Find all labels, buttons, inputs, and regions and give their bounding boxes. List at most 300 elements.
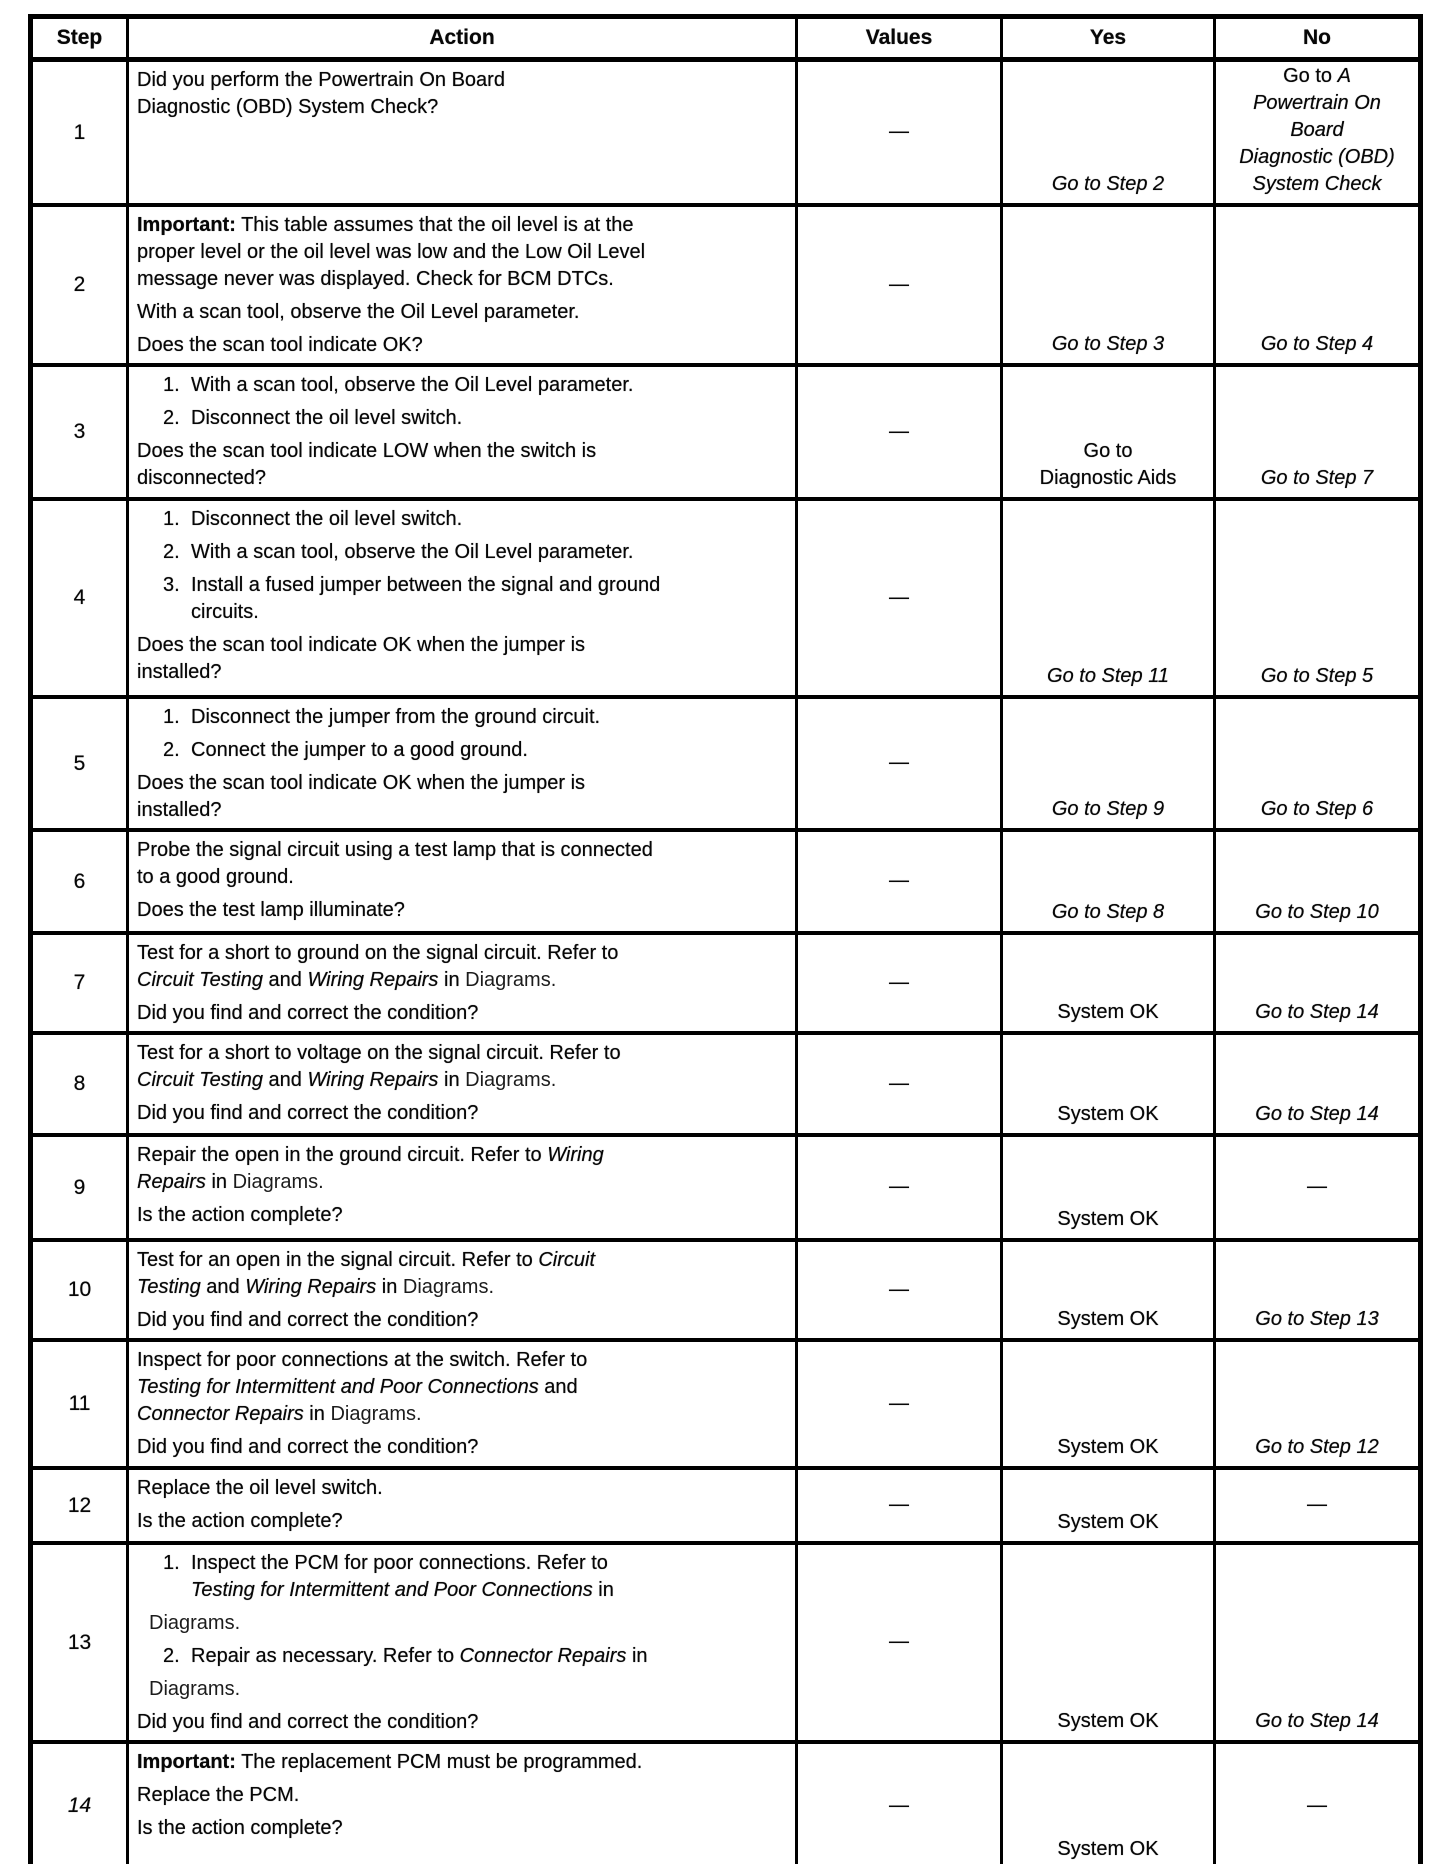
no-cell-text (1219, 663, 1415, 690)
text-segment: This table assumes that the oil level is at the (235, 213, 634, 236)
text-segment: Diagrams. (232, 1170, 324, 1193)
action-list-item (137, 506, 785, 533)
action-paragraph (137, 1247, 785, 1301)
step-cell: 13 (31, 1543, 128, 1742)
text-segment: Diagrams. (149, 1611, 241, 1634)
action-paragraph (137, 940, 785, 994)
text-segment: Does the scan tool indicate LOW when the switch is (137, 439, 597, 462)
values-cell (797, 1033, 1002, 1135)
no-cell (1215, 1543, 1421, 1742)
text-segment: — (889, 751, 909, 774)
no-cell (1215, 830, 1421, 933)
text-segment: Go to Step 13 (1255, 1307, 1379, 1330)
text-segment: System OK (1057, 1709, 1159, 1732)
table-row (31, 933, 1421, 1033)
list-number: 2. (163, 540, 180, 563)
yes-cell-text (1006, 1708, 1210, 1735)
step-cell: 2 (31, 205, 128, 365)
text-segment: Diagrams. (330, 1402, 422, 1425)
no-cell (1215, 205, 1421, 365)
values-cell-text (801, 1390, 997, 1417)
text-segment: Wiring Repairs (307, 968, 439, 991)
yes-cell-text (1006, 663, 1210, 690)
text-segment: Go to Step 8 (1051, 900, 1165, 923)
text-segment: in (438, 1068, 466, 1091)
action-cell (128, 365, 797, 499)
action-paragraph (137, 1202, 785, 1229)
action-paragraph (137, 1709, 785, 1736)
text-segment: and (262, 968, 308, 991)
table-header-row (31, 17, 1421, 60)
no-cell (1215, 365, 1421, 499)
action-paragraph (137, 1676, 785, 1703)
text-segment: System Check (1252, 172, 1382, 195)
text-segment: Testing for Intermittent and Poor Connections (137, 1375, 539, 1398)
text-segment: Does the scan tool indicate OK when the jumper is (137, 771, 586, 794)
no-cell-text (1219, 1101, 1415, 1128)
action-cell (128, 1240, 797, 1340)
text-segment: System OK (1057, 1102, 1159, 1125)
text-segment: Diagrams. (149, 1677, 241, 1700)
action-paragraph (137, 1749, 785, 1776)
action-cell (128, 1340, 797, 1468)
text-segment: Repairs (137, 1170, 206, 1193)
list-number: 1. (163, 373, 180, 396)
yes-cell (1002, 830, 1215, 933)
no-cell (1215, 1340, 1421, 1468)
action-paragraph (137, 1815, 785, 1842)
yes-cell-text (1006, 999, 1210, 1026)
no-cell-text (1219, 796, 1415, 823)
list-number: 1. (163, 705, 180, 728)
yes-cell-text (1006, 1101, 1210, 1128)
text-segment: Test for a short to voltage on the signal circuit. Refer to (137, 1041, 621, 1064)
text-segment: The replacement PCM must be programmed. (235, 1750, 643, 1773)
column-header-yes: Yes (1002, 17, 1215, 60)
no-cell-text (1219, 331, 1415, 358)
table-row (31, 1543, 1421, 1742)
text-segment: in (205, 1170, 233, 1193)
text-segment: Diagrams. (465, 968, 557, 991)
text-segment: Did you find and correct the condition? (137, 1435, 479, 1458)
text-segment: Inspect the PCM for poor connections. Refer to (191, 1551, 608, 1574)
column-header-no: No (1215, 17, 1421, 60)
action-cell (128, 933, 797, 1033)
text-segment: System OK (1057, 1510, 1159, 1533)
action-paragraph (137, 1610, 785, 1637)
text-segment: Install a fused jumper between the signal and ground (191, 573, 661, 596)
text-segment: System OK (1057, 1000, 1159, 1023)
text-segment: Replace the oil level switch. (137, 1476, 383, 1499)
yes-cell (1002, 697, 1215, 830)
text-segment: Inspect for poor connections at the switch. Refer to (137, 1348, 588, 1371)
values-cell-text (801, 750, 997, 777)
yes-cell (1002, 499, 1215, 697)
step-cell: 10 (31, 1240, 128, 1340)
values-cell (797, 1468, 1002, 1543)
text-segment: — (889, 1072, 909, 1094)
yes-cell (1002, 205, 1215, 365)
step-cell: 12 (31, 1468, 128, 1543)
text-segment: Go to Step 14 (1255, 1000, 1379, 1023)
values-cell (797, 1135, 1002, 1240)
list-number: 2. (163, 1644, 180, 1667)
values-cell-text (801, 969, 997, 996)
text-segment: Connect the jumper to a good ground. (191, 738, 528, 761)
text-segment: Wiring Repairs (307, 1068, 439, 1091)
no-cell-text (1219, 1492, 1415, 1519)
text-segment: — (889, 1630, 909, 1653)
text-segment: Is the action complete? (137, 1816, 343, 1839)
action-paragraph (137, 1142, 785, 1196)
values-cell (797, 1742, 1002, 1864)
table-row (31, 1033, 1421, 1135)
text-segment: circuits. (191, 600, 259, 623)
text-segment: — (889, 586, 909, 608)
values-cell-text (801, 868, 997, 895)
text-segment: in (626, 1644, 648, 1667)
text-segment: Circuit Testing (137, 1068, 263, 1091)
table-row (31, 830, 1421, 933)
action-list-item (137, 704, 785, 731)
list-number: 1. (163, 507, 180, 530)
text-segment: Diagnostic Aids (1039, 466, 1177, 489)
action-paragraph (137, 1434, 785, 1461)
action-paragraph (137, 1347, 785, 1428)
table-row (31, 1340, 1421, 1468)
values-cell-text (801, 119, 997, 146)
text-segment: Testing for Intermittent and Poor Connections (191, 1578, 593, 1601)
text-segment: Disconnect the oil level switch. (191, 507, 463, 530)
text-segment: Replace the PCM. (137, 1783, 300, 1806)
text-segment: Diagnostic (OBD) System Check? (137, 96, 439, 118)
text-segment: Connector Repairs (459, 1644, 627, 1667)
text-segment: Circuit Testing (137, 968, 263, 991)
action-paragraph (137, 897, 785, 924)
text-segment: — (889, 1392, 909, 1414)
text-segment: — (1307, 1175, 1327, 1198)
values-cell (797, 365, 1002, 499)
text-segment: Diagrams. (402, 1275, 495, 1298)
yes-cell-text (1006, 438, 1210, 492)
text-segment: With a scan tool, observe the Oil Level parameter. (137, 300, 580, 323)
text-segment: Go to Step 10 (1255, 900, 1379, 923)
yes-cell-text (1006, 331, 1210, 358)
text-segment: — (1307, 1794, 1327, 1817)
text-segment: — (889, 1794, 909, 1817)
action-list-item (137, 405, 785, 432)
text-segment: System OK (1057, 1307, 1159, 1330)
text-segment: Test for an open in the signal circuit. Refer to (137, 1248, 539, 1271)
text-segment: Important: (137, 1750, 236, 1773)
text-segment: Testing (137, 1275, 201, 1298)
action-cell (128, 1543, 797, 1742)
action-list-item (137, 372, 785, 399)
step-cell: 4 (31, 499, 128, 697)
step-cell: 14 (31, 1742, 128, 1864)
yes-cell-text (1006, 1206, 1210, 1233)
yes-cell-text (1006, 899, 1210, 926)
text-segment: Disconnect the oil level switch. (191, 406, 463, 429)
action-paragraph (137, 438, 785, 492)
action-cell (128, 697, 797, 830)
text-segment: Go to Step 14 (1255, 1102, 1379, 1125)
text-segment: and (262, 1068, 308, 1091)
text-segment: — (1307, 1493, 1327, 1516)
action-paragraph (137, 212, 785, 293)
text-segment: Test for a short to ground on the signal circuit. Refer to (137, 941, 619, 964)
values-cell (797, 60, 1002, 205)
step-cell: 1 (31, 60, 128, 205)
values-cell-text (801, 271, 997, 298)
yes-cell (1002, 1543, 1215, 1742)
table-row (31, 697, 1421, 830)
yes-cell (1002, 1468, 1215, 1543)
text-segment: Did you find and correct the condition? (137, 1001, 479, 1024)
action-cell (128, 205, 797, 365)
action-paragraph (137, 1040, 785, 1094)
text-segment: Did you find and correct the condition? (137, 1101, 479, 1124)
values-cell-text (801, 1629, 997, 1656)
table-row (31, 1240, 1421, 1340)
text-segment: Go to (1283, 64, 1338, 87)
list-number: 2. (163, 406, 180, 429)
action-cell (128, 1468, 797, 1543)
text-segment: Did you perform the Powertrain On Board (137, 69, 505, 91)
text-segment: Powertrain On (1253, 91, 1381, 114)
text-segment: Disconnect the jumper from the ground circuit. (191, 705, 601, 728)
yes-cell (1002, 365, 1215, 499)
action-paragraph (137, 1000, 785, 1027)
column-header-step: Step (31, 17, 128, 60)
text-segment: Did you find and correct the condition? (137, 1710, 479, 1733)
values-cell (797, 697, 1002, 830)
values-cell-text (801, 584, 997, 611)
text-segment: Go to Step 3 (1051, 332, 1165, 355)
no-cell (1215, 1468, 1421, 1543)
text-segment: Probe the signal circuit using a test lamp that is connected (137, 838, 653, 861)
action-list-item (137, 1643, 785, 1670)
text-segment: Go to Step 5 (1260, 664, 1374, 687)
values-cell-text (801, 1174, 997, 1201)
text-segment: Does the test lamp illuminate? (137, 898, 405, 921)
text-segment: in (303, 1402, 331, 1425)
action-paragraph (137, 837, 785, 891)
values-cell (797, 499, 1002, 697)
action-paragraph (137, 1782, 785, 1809)
yes-cell-text (1006, 1509, 1210, 1536)
yes-cell (1002, 1340, 1215, 1468)
text-segment: With a scan tool, observe the Oil Level parameter. (191, 540, 634, 563)
yes-cell-text (1006, 1306, 1210, 1333)
text-segment: — (889, 273, 909, 295)
values-cell-text (801, 1792, 997, 1819)
text-segment: to a good ground. (137, 865, 294, 888)
values-cell (797, 1340, 1002, 1468)
text-segment: Diagrams. (465, 1068, 557, 1091)
action-paragraph (137, 299, 785, 326)
no-cell-text (1219, 1792, 1415, 1819)
yes-cell (1002, 1742, 1215, 1864)
text-segment: installed? (137, 660, 222, 683)
no-cell-text (1219, 63, 1415, 198)
values-cell-text (801, 1070, 997, 1097)
text-segment: Go to Step 14 (1255, 1709, 1379, 1732)
column-header-values: Values (797, 17, 1002, 60)
list-number: 2. (163, 738, 180, 761)
text-segment: Is the action complete? (137, 1203, 343, 1226)
no-cell (1215, 1135, 1421, 1240)
no-cell-text (1219, 1434, 1415, 1461)
no-cell-text (1219, 465, 1415, 492)
table-row (31, 60, 1421, 205)
no-cell (1215, 60, 1421, 205)
no-cell-text (1219, 1174, 1415, 1201)
text-segment: Wiring Repairs (245, 1275, 377, 1298)
step-cell: 8 (31, 1033, 128, 1135)
action-paragraph (137, 67, 785, 121)
step-cell: 3 (31, 365, 128, 499)
yes-cell-text (1006, 1836, 1210, 1863)
action-paragraph (137, 770, 785, 824)
no-cell-text (1219, 1306, 1415, 1333)
text-segment: Important: (137, 213, 236, 236)
values-cell-text (801, 1276, 997, 1303)
no-cell (1215, 499, 1421, 697)
step-cell: 9 (31, 1135, 128, 1240)
text-segment: in (376, 1275, 403, 1298)
column-header-action: Action (128, 17, 797, 60)
text-segment: Go to Step 4 (1260, 332, 1374, 355)
text-segment: Connector Repairs (137, 1402, 304, 1425)
text-segment: Repair as necessary. Refer to (191, 1644, 460, 1667)
text-segment: Does the scan tool indicate OK? (137, 333, 423, 356)
text-segment: Wiring (547, 1143, 604, 1166)
text-segment: System OK (1057, 1435, 1159, 1458)
yes-cell (1002, 1135, 1215, 1240)
yes-cell-text (1006, 796, 1210, 823)
no-cell (1215, 933, 1421, 1033)
text-segment: and (538, 1375, 578, 1398)
values-cell (797, 933, 1002, 1033)
no-cell (1215, 1033, 1421, 1135)
diagnostic-table (28, 14, 1423, 1864)
list-number: 3. (163, 573, 180, 596)
text-segment: — (889, 1278, 909, 1300)
yes-cell (1002, 1033, 1215, 1135)
table-row (31, 205, 1421, 365)
action-cell (128, 1033, 797, 1135)
step-cell: 7 (31, 933, 128, 1033)
text-segment: — (889, 420, 909, 442)
action-list-item (137, 572, 785, 626)
text-segment: Circuit (538, 1248, 595, 1271)
text-segment: Go to (1083, 439, 1133, 462)
table-row (31, 499, 1421, 697)
table-row (31, 1135, 1421, 1240)
no-cell-text (1219, 899, 1415, 926)
text-segment: proper level or the oil level was low and the Low Oil Level (137, 240, 646, 263)
action-cell (128, 830, 797, 933)
no-cell (1215, 1742, 1421, 1864)
text-segment: Go to Step 11 (1047, 664, 1169, 687)
action-paragraph (137, 1508, 785, 1535)
no-cell (1215, 1240, 1421, 1340)
text-segment: — (889, 1493, 909, 1516)
text-segment: in (592, 1578, 614, 1601)
yes-cell-text (1006, 1434, 1210, 1461)
step-cell: 5 (31, 697, 128, 830)
list-number: 1. (163, 1551, 180, 1574)
text-segment: With a scan tool, observe the Oil Level parameter. (191, 373, 634, 396)
action-cell (128, 60, 797, 205)
action-cell (128, 499, 797, 697)
action-paragraph (137, 1475, 785, 1502)
action-paragraph (137, 332, 785, 359)
text-segment: Diagnostic (OBD) (1239, 145, 1395, 168)
text-segment: A (1337, 64, 1351, 87)
text-segment: System OK (1057, 1207, 1159, 1230)
yes-cell (1002, 60, 1215, 205)
yes-cell (1002, 1240, 1215, 1340)
action-list-item (137, 1550, 785, 1604)
action-paragraph (137, 1307, 785, 1334)
values-cell-text (801, 418, 997, 445)
text-segment: Go to Step 6 (1260, 797, 1374, 820)
text-segment: Board (1290, 118, 1344, 141)
text-segment: installed? (137, 798, 222, 821)
yes-cell-text (1006, 171, 1210, 198)
text-segment: Does the scan tool indicate OK when the jumper is (137, 633, 586, 656)
values-cell (797, 830, 1002, 933)
table-body (31, 60, 1421, 1864)
text-segment: — (889, 869, 909, 892)
text-segment: disconnected? (137, 466, 266, 489)
text-segment: Go to Step 12 (1255, 1435, 1379, 1458)
text-segment: Repair the open in the ground circuit. Refer to (137, 1143, 548, 1166)
text-segment: in (438, 968, 466, 991)
text-segment: — (889, 971, 909, 993)
no-cell-text (1219, 1708, 1415, 1735)
table-row (31, 1742, 1421, 1864)
text-segment: Go to Step 7 (1260, 466, 1374, 489)
action-paragraph (137, 632, 785, 686)
text-segment: Go to Step 9 (1051, 797, 1165, 820)
text-segment: Is the action complete? (137, 1509, 343, 1532)
yes-cell (1002, 933, 1215, 1033)
table-row (31, 365, 1421, 499)
action-cell (128, 1742, 797, 1864)
no-cell (1215, 697, 1421, 830)
step-cell: 6 (31, 830, 128, 933)
text-segment: System OK (1057, 1838, 1159, 1860)
values-cell-text (801, 1492, 997, 1519)
action-cell (128, 1135, 797, 1240)
step-cell: 11 (31, 1340, 128, 1468)
text-segment: Did you find and correct the condition? (137, 1308, 479, 1331)
text-segment: message never was displayed. Check for BCM DTCs. (137, 267, 614, 290)
text-segment: — (889, 1175, 909, 1198)
values-cell (797, 1543, 1002, 1742)
values-cell (797, 1240, 1002, 1340)
text-segment: and (200, 1275, 246, 1298)
values-cell (797, 205, 1002, 365)
action-list-item (137, 539, 785, 566)
no-cell-text (1219, 999, 1415, 1026)
text-segment: — (889, 120, 909, 143)
text-segment: Go to Step 2 (1051, 172, 1165, 195)
table-row (31, 1468, 1421, 1543)
